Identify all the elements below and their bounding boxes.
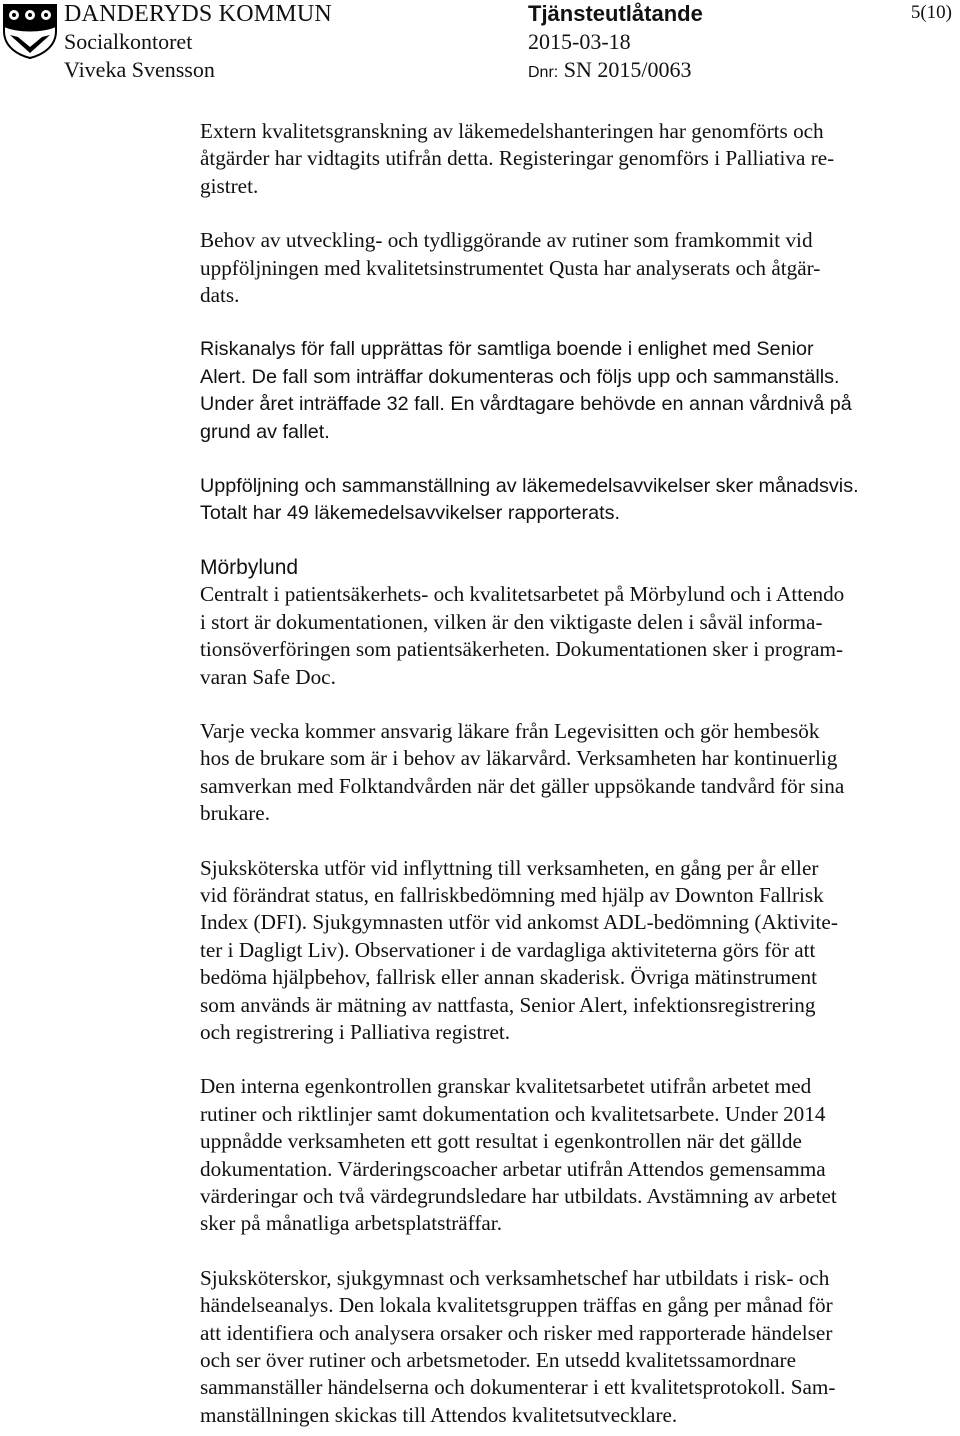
text-line: tionsöverföringen som patientsäkerheten. Dokumentationen sker i program-	[200, 637, 844, 662]
document-date: 2015-03-18	[528, 29, 631, 54]
text-line: Varje vecka kommer ansvarig läkare från Legevisitten och gör hembesök	[200, 718, 820, 743]
paragraph-event-analysis	[200, 1265, 930, 1429]
text-line: Totalt har 49 läkemedelsavvikelser rapporterats.	[200, 502, 621, 525]
header-document-info	[528, 0, 703, 87]
text-line: och registrering i Palliativa registret.	[200, 1019, 511, 1044]
paragraph-medication-deviations	[200, 473, 930, 528]
text-line: åtgärder har vidtagits utifrån detta. Registeringar genomförs i Palliativa re-	[200, 146, 835, 171]
text-line: brukare.	[200, 801, 270, 826]
text-line: bedöma hjälpbehov, fallrisk eller annan skaderisk. Övriga mätinstrument	[200, 965, 818, 990]
text-line: Alert. De fall som inträffar dokumenteras och följs upp och sammanställs.	[200, 365, 840, 388]
text-line: dats.	[200, 283, 240, 308]
text-line: samverkan med Folktandvården när det gäller uppsökande tandvård för sina	[200, 773, 845, 798]
text-line: Index (DFI). Sjukgymnasten utför vid ankomst ADL-bedömning (Aktivite-	[200, 910, 838, 935]
document-header	[0, 0, 960, 90]
text-line: hos de brukare som är i behov av läkarvård. Verksamheten har kontinuerlig	[200, 746, 838, 771]
text-line: värderingar och två värdegrundsledare har utbildats. Avstämning av arbetet	[200, 1184, 837, 1208]
header-left-block	[64, 0, 332, 84]
text-line: grund av fallet.	[200, 420, 330, 443]
document-body	[200, 118, 930, 1429]
text-line: Centralt i patientsäkerhets- och kvalitetsarbetet på Mörbylund och i Attendo	[200, 582, 845, 607]
section-heading: Mörbylund	[200, 555, 299, 579]
text-line: Riskanalys för fall upprättas för samtliga boende i enlighet med Senior	[200, 338, 814, 361]
text-line: varan Safe Doc.	[200, 664, 336, 689]
paragraph-nurse-assessment	[200, 855, 930, 1047]
text-line: uppnådde verksamheten ett gott resultat i egenkontrollen när det gällde	[200, 1129, 802, 1154]
text-line: dokumentation. Värderingscoacher arbetar utifrån Attendos gemensamma	[200, 1156, 826, 1181]
text-line: rutiner och riktlinjer samt dokumentation och kvalitetsarbete. Under 2014	[200, 1101, 826, 1126]
text-line: Sjuksköterska utför vid inflyttning till verksamheten, en gång per år eller	[200, 855, 819, 880]
text-line: Sjuksköterskor, sjukgymnast och verksamhetschef har utbildats i risk- och	[200, 1265, 830, 1290]
diary-number-label: Dnr:	[528, 64, 559, 81]
municipal-coat-of-arms-icon	[2, 3, 58, 59]
paragraph-doctor-visits	[200, 718, 930, 828]
text-line: uppföljningen med kvalitetsinstrumentet Qusta har analyserats och åtgär-	[200, 255, 821, 280]
paragraph-documentation	[200, 581, 930, 691]
text-line: att identifiera och analysera orsaker och risker med rapporterade händelser	[200, 1320, 833, 1345]
paragraph-fall-risk	[200, 336, 930, 446]
text-line: ter i Dagligt Liv). Observationer i de vardagliga aktiviteterna görs för att	[200, 937, 816, 962]
text-line: sammanställer händelserna och dokumenterar i ett kvalitetsprotokoll. Sam-	[200, 1375, 836, 1400]
paragraph-qusta	[200, 227, 930, 309]
text-line: Extern kvalitetsgranskning av läkemedelshanteringen har genomförts och	[200, 119, 824, 143]
paragraph-internal-control	[200, 1073, 930, 1237]
paragraph-medication-review	[200, 118, 930, 200]
text-line: som används är mätning av nattfasta, Senior Alert, infektionsregistrering	[200, 992, 816, 1017]
text-line: och ser över rutiner och arbetsmetoder. En utsedd kvalitetssamordnare	[200, 1348, 796, 1373]
text-line: Behov av utveckling- och tydliggörande av rutiner som framkommit vid	[200, 228, 813, 253]
text-line: sker på månatliga arbetsplatsträffar.	[200, 1211, 502, 1236]
author-name: Viveka Svensson	[64, 57, 215, 82]
text-line: händelseanalys. Den lokala kvalitetsgruppen träffas en gång per månad för	[200, 1293, 833, 1318]
diary-number	[528, 56, 703, 87]
text-line: Under året inträffade 32 fall. En vårdtagare behövde en annan vårdnivå på	[200, 393, 852, 416]
text-line: Uppföljning och sammanställning av läkemedelsavvikelser sker månadsvis.	[200, 475, 859, 498]
text-line: vid förändrat status, en fallriskbedömning med hjälp av Downton Fallrisk	[200, 882, 824, 907]
text-line: i stort är dokumentationen, vilken är den viktigaste delen i såväl informa-	[200, 609, 823, 634]
text-line: manställningen skickas till Attendos kvalitetsutvecklare.	[200, 1402, 678, 1427]
document-type: Tjänsteutlåtande	[528, 1, 703, 26]
organization-name: DANDERYDS KOMMUN	[64, 1, 332, 27]
department-name: Socialkontoret	[64, 29, 193, 54]
diary-number-value: SN 2015/0063	[563, 57, 692, 82]
text-line: gistret.	[200, 173, 259, 198]
text-line: Den interna egenkontrollen granskar kvalitetsarbetet utifrån arbetet med	[200, 1074, 812, 1099]
page-number: 5(10)	[910, 2, 952, 23]
